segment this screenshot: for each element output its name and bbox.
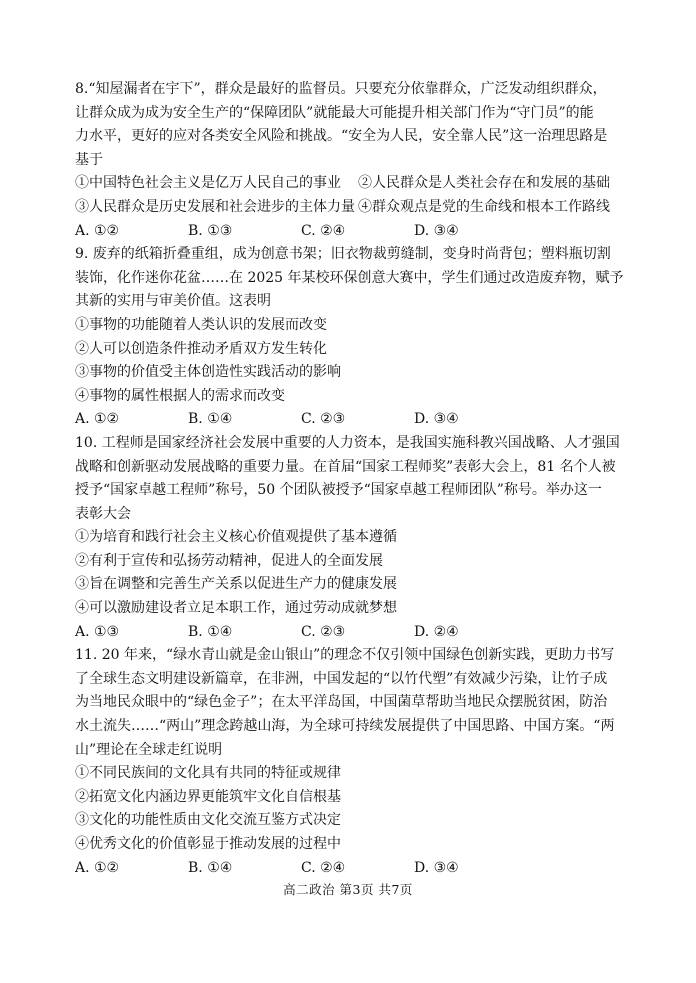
q8-choice-2: ②人民群众是人类社会存在和发展的基础 [358, 175, 610, 192]
q11-stem-line-5: 山”理论在全球走红说明 [75, 741, 223, 758]
question-9 [75, 243, 632, 432]
q9-stem-line-2: 装饰，化作迷你花盆……在 2025 年某校环保创意大赛中，学生们通过改造废弃物，赋予 [75, 269, 624, 286]
q9-option-d: D. ③④ [414, 411, 459, 428]
q10-choice-2: ②有利于宣传和弘扬劳动精神，促进人的全面发展 [75, 552, 383, 569]
q8-choices-row-1 [75, 172, 632, 196]
q11-option-a: A. ①② [75, 859, 120, 876]
q8-option-c: C. ②④ [301, 222, 346, 239]
q8-choices-row-2 [75, 196, 632, 220]
q10-option-c: C. ②③ [301, 623, 346, 640]
q9-option-b: B. ①④ [188, 411, 233, 428]
q9-choice-4: ④事物的属性根据人的需求而改变 [75, 387, 285, 404]
q8-choice-4: ④群众观点是党的生命线和根本工作路线 [358, 198, 610, 215]
q11-stem-line-4: 水土流失……“两山”理念跨越山海，为全球可持续发展提供了中国思路、中国方案。“两 [75, 718, 615, 735]
q9-stem-line-1: 9. 废弃的纸箱折叠重组，成为创意书架；旧衣物裁剪缝制，变身时尚背包；塑料瓶切割 [75, 246, 611, 263]
page-footer: 高二政治 第3页 共7页 [283, 882, 413, 897]
q11-stem-line-1: 11. 20 年来，“绿水青山就是金山银山”的理念不仅引领中国绿色创新实践，更助力书写 [75, 647, 615, 664]
q11-choice-2: ②拓宽文化内涵边界更能筑牢文化自信根基 [75, 788, 341, 805]
q11-option-d: D. ③④ [414, 859, 459, 876]
q10-option-b: B. ①④ [188, 623, 233, 640]
q10-option-d: D. ②④ [414, 623, 459, 640]
q11-option-b: B. ①④ [188, 859, 233, 876]
q10-stem-line-4: 表彰大会 [75, 505, 131, 522]
question-8 [75, 78, 632, 243]
q11-stem-line-2: 了全球生态文明建设新篇章，在非洲，中国发起的“以竹代塑”有效减少污染，让竹子成 [75, 670, 608, 687]
q11-choice-4: ④优秀文化的价值彰显于推动发展的过程中 [75, 836, 341, 852]
q11-choice-3: ③文化的功能性质由文化交流互鉴方式决定 [75, 812, 341, 829]
q8-choice-3: ③人民群众是历史发展和社会进步的主体力量 [75, 198, 355, 215]
q8-stem-line-3: 力水平，更好的应对各类安全风险和挑战。“安全为人民，安全靠人民”这一治理思路是 [75, 128, 608, 145]
q8-options [75, 220, 632, 244]
q8-option-d: D. ③④ [414, 222, 459, 239]
q9-option-a: A. ①② [75, 411, 120, 428]
q10-stem-line-2: 战略和创新驱动发展战略的重要力量。在首届“国家工程师奖”表彰大会上，81 名个人被 [75, 458, 616, 475]
q9-choice-2: ②人可以创造条件推动矛盾双方发生转化 [75, 340, 327, 357]
question-11 [75, 644, 632, 880]
q8-stem-line-1: 8.“知屋漏者在宇下”，群众是最好的监督员。只要充分依靠群众，广泛发动组织群众， [75, 81, 607, 97]
q10-stem-line-3: 授予“国家卓越工程师”称号，50 个团队被授予“国家卓越工程师团队”称号。举办这一 [75, 482, 602, 499]
q8-stem-line-2: 让群众成为成为安全生产的“保障团队”就能最大可能提升相关部门作为“守门员”的能 [75, 104, 594, 121]
q11-option-c: C. ②④ [301, 859, 346, 876]
q10-choice-3: ③旨在调整和完善生产关系以促进生产力的健康发展 [75, 576, 397, 593]
q8-option-a: A. ①② [75, 222, 120, 239]
q9-choice-1: ①事物的功能随着人类认识的发展而改变 [75, 316, 327, 333]
q9-stem-line-3: 其新的实用与审美价值。这表明 [75, 293, 271, 310]
q10-options [75, 621, 632, 645]
q10-option-a: A. ①③ [75, 623, 120, 640]
q9-choice-3: ③事物的价值受主体创造性实践活动的影响 [75, 364, 341, 381]
q8-stem-line-4: 基于 [75, 151, 103, 168]
q10-choice-1: ①为培育和践行社会主义核心价值观提供了基本遵循 [75, 529, 397, 546]
q9-options [75, 408, 632, 432]
q10-choice-4: ④可以激励建设者立足本职工作，通过劳动成就梦想 [75, 600, 397, 617]
q8-option-b: B. ①③ [188, 222, 233, 239]
question-10 [75, 432, 632, 644]
q10-stem-line-1: 10. 工程师是国家经济社会发展中重要的人力资本，是我国实施科教兴国战略、人才强国 [75, 434, 620, 451]
q11-choice-1: ①不同民族间的文化具有共同的特征或规律 [75, 765, 341, 782]
q8-choice-1: ①中国特色社会主义是亿万人民自己的事业 [75, 175, 341, 192]
q11-stem-line-3: 为当地民众眼中的“绿色金子”；在太平洋岛国，中国菌草帮助当地民众摆脱贫困，防治 [75, 694, 608, 711]
q11-options [75, 857, 632, 881]
q9-option-c: C. ②③ [301, 411, 346, 428]
